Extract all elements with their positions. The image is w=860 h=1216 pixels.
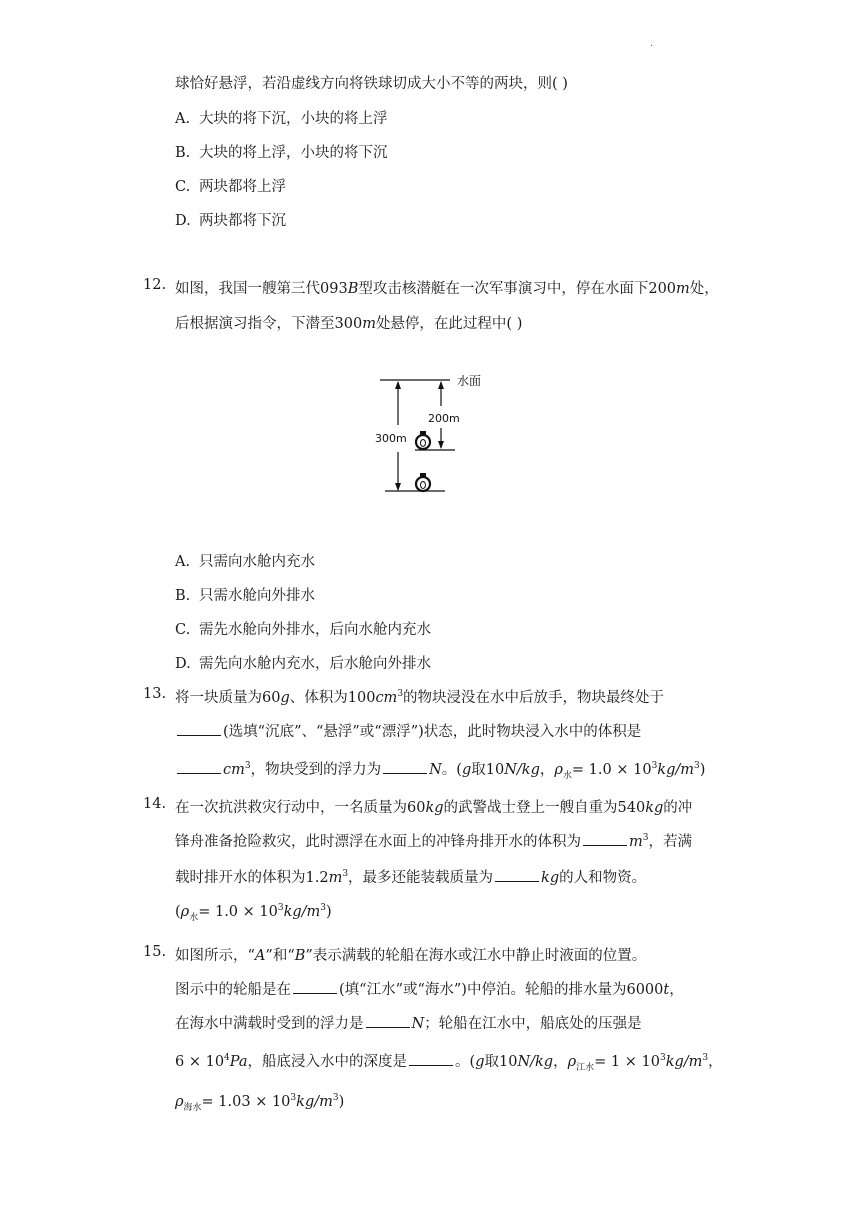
q11-stem: 球恰好悬浮，若沿虚线方向将铁球切成大小不等的两块，则( ) [175,76,568,92]
depth1-label: 200m [428,412,460,425]
exponent: 3 [320,903,327,914]
text: ， [539,762,555,778]
text: ) [338,1094,345,1110]
text: 载时排开水的体积为1.2 [175,870,329,886]
text: 的冲 [663,800,693,816]
exponent: 3 [342,869,349,880]
text: ；轮船在江水中，船底处的压强是 [424,1016,642,1032]
q14-number: 14. [143,796,167,812]
q11-option-a [175,107,388,128]
text: 。( [455,1054,476,1070]
q12-option-a [175,550,315,571]
submarine-icon-upper [416,431,430,449]
text: 的武警战士登上一艘自重为540 [443,800,646,816]
answer-blank[interactable] [583,831,627,846]
text: ， [708,1054,723,1070]
text: = 1.0 × 10 [198,904,278,920]
option-letter: C. [175,179,191,195]
math-unit: kg/m [657,762,694,778]
math-unit: m [676,281,690,297]
text: 取10 [471,762,505,778]
option-text: 两块都将下沉 [199,213,286,229]
option-text: 需先水舱向外排水，后向水舱内充水 [199,622,431,638]
q11-option-b [175,141,388,162]
q13-stem-line1 [175,686,664,707]
math-unit: m [328,870,343,886]
q14-stem-line1 [175,796,692,817]
math-unit: kg/m [665,1054,703,1070]
text: ，船底浸入水中的深度是 [247,1054,408,1070]
exponent: 3 [277,903,284,914]
math-var: ρ [175,1094,184,1110]
math-unit: cm [223,762,245,778]
depth2-up-arrow [395,381,401,389]
math-var: ρ [554,762,563,778]
q14-stem-line4 [175,903,332,923]
text: ， [553,1054,568,1070]
text: 如图所示，“ [175,948,255,964]
option-text: 大块的将下沉，小块的将上浮 [199,111,388,127]
text: 型攻击核潜艇在一次军事演习中，停在水面下200 [358,281,677,297]
text: ， [669,982,684,998]
surface-label: 水面 [457,374,482,388]
answer-blank[interactable] [383,759,427,774]
text: ，最多还能装载质量为 [348,870,494,886]
submarine-depth-diagram [365,370,505,500]
q13-stem-line2 [175,720,641,741]
subscript: 水 [562,770,572,781]
q12-option-c [175,618,431,639]
depth1-up-arrow [438,381,444,389]
option-letter: D. [175,656,191,672]
text: 6 × 10 [175,1054,225,1070]
q12-option-b [175,584,315,605]
answer-blank[interactable] [495,867,539,882]
text: ) [326,904,332,920]
text: = 1.0 × 10 [571,762,652,778]
text: ( [175,904,181,920]
math-unit: m [629,834,643,850]
text: = 1.03 × 10 [201,1094,291,1110]
text: 在海水中满载时受到的浮力是 [175,1016,364,1032]
q15-stem-line1 [175,944,646,965]
option-letter: B. [175,588,191,604]
answer-blank[interactable] [177,721,221,736]
exponent: 3 [702,1053,709,1064]
math-unit: Pa [229,1054,248,1070]
math-var: A [254,948,266,964]
answer-blank[interactable] [177,759,221,774]
q15-stem-line4 [175,1050,723,1071]
math-unit: t [663,982,670,998]
text: ”和“ [265,948,295,964]
text: (选填“沉底”、“悬浮”或“漂浮”)状态，此时物块浸入水中的体积是 [223,724,642,740]
exponent: 3 [290,1093,297,1104]
answer-blank[interactable] [293,979,337,994]
text: 。( [441,762,462,778]
page-dot: . [650,38,654,49]
q13-stem-line3 [175,758,705,779]
math-var: ρ [180,904,190,920]
math-unit: kg [541,870,560,886]
exponent: 3 [244,761,251,772]
math-unit: kg [425,800,444,816]
q11-option-d [175,209,286,230]
math-var: B [294,948,306,964]
exponent: 3 [651,761,658,772]
depth1-down-arrow [438,441,444,449]
option-text: 只需向水舱内充水 [199,554,315,570]
math-unit: N [429,762,442,778]
option-text: 只需水舱向外排水 [199,588,315,604]
text: 后根据演习指令，下潜至300 [175,316,363,332]
text: = 1 × 10 [594,1054,660,1070]
answer-blank[interactable] [366,1013,410,1028]
option-letter: B. [175,145,191,161]
math-unit: N/kg [504,762,540,778]
q15-stem-line2 [175,978,684,999]
math-var: ρ [567,1054,577,1070]
math-unit: m [362,316,376,332]
subscript: 江水 [576,1062,595,1073]
depth2-label: 300m [375,432,407,445]
math-unit: cm [375,690,398,706]
q12-stem-line1 [175,277,719,298]
text: 图示中的轮船是在 [175,982,291,998]
math-var: g [475,1054,485,1070]
option-text: 大块的将上浮，小块的将下沉 [199,145,388,161]
option-letter: A. [175,554,191,570]
option-letter: A. [175,111,191,127]
subscript: 水 [189,912,199,923]
q15-stem-line5 [175,1093,345,1113]
submarine-icon-lower [416,473,430,491]
q12-stem-line2 [175,312,522,333]
math-unit: kg/m [296,1094,333,1110]
text: 将一块质量为60 [175,690,281,706]
option-letter: C. [175,622,191,638]
subscript: 海水 [183,1102,202,1113]
text: 的人和物资。 [559,870,647,886]
math-unit: g [280,690,290,706]
text: ”表示满载的轮船在海水或江水中静止时液面的位置。 [305,948,647,964]
math-unit: N/kg [517,1054,554,1070]
option-text: 需先向水舱内充水，后水舱向外排水 [199,656,431,672]
exponent: 3 [659,1053,666,1064]
exponent: 3 [397,689,404,700]
exponent: 3 [332,1093,339,1104]
exponent: 4 [224,1053,230,1064]
text: 取10 [484,1054,518,1070]
text: 、体积为100 [289,690,376,706]
math-unit: N [411,1016,425,1032]
math-var: g [461,762,472,778]
q15-number: 15. [143,944,167,960]
option-letter: D. [175,213,191,229]
q14-stem-line3 [175,866,646,887]
math-var: B [347,281,359,297]
text: (填“江水”或“海水”)中停泊。轮船的排水量为6000 [339,982,664,998]
text: 的物块浸没在水中后放手，物块最终处于 [403,690,665,706]
answer-blank[interactable] [409,1051,453,1066]
exponent: 3 [694,761,700,772]
text: 在一次抗洪救灾行动中，一名质量为60 [175,800,426,816]
exponent: 3 [642,833,649,844]
q14-stem-line2 [175,830,692,851]
q13-number: 13. [143,686,167,702]
text: ) [699,762,706,778]
text: ，若满 [648,834,692,850]
text: 处， [689,281,719,297]
depth2-down-arrow [395,483,401,491]
q12-number: 12. [143,277,167,293]
q15-stem-line3 [175,1012,642,1033]
text: ，物块受到的浮力为 [250,762,382,778]
option-text: 两块都将上浮 [199,179,286,195]
text: 如图，我国一艘第三代093 [175,281,348,297]
text: 处悬停，在此过程中( ) [375,316,523,332]
math-unit: kg/m [283,904,321,920]
q12-option-d [175,652,431,673]
q11-option-c [175,175,286,196]
text: 锋舟准备抢险救灾，此时漂浮在水面上的冲锋舟排开水的体积为 [175,834,581,850]
math-unit: kg [645,800,664,816]
